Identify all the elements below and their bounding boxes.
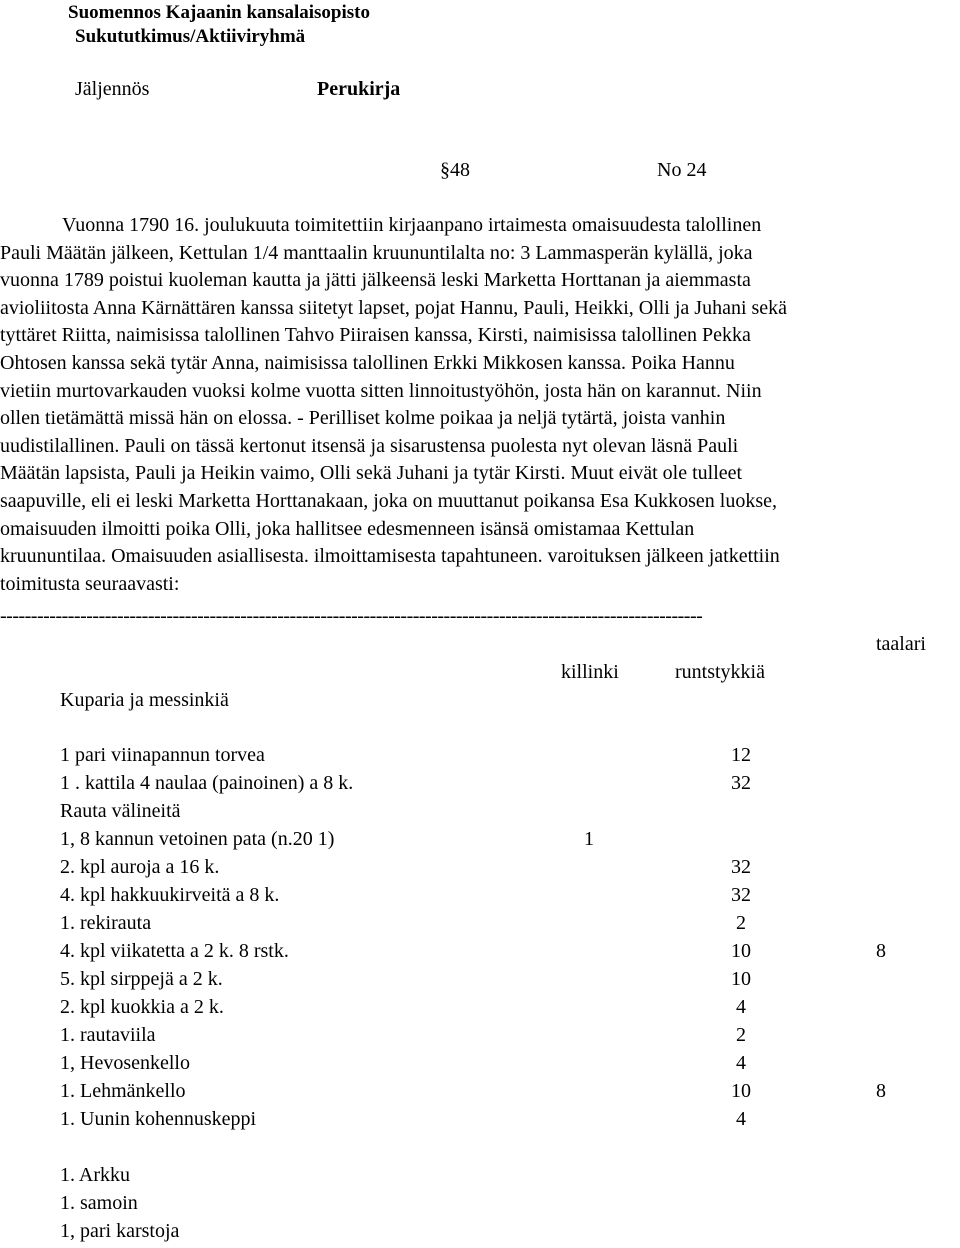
organization-title: Suomennos Kajaanin kansalaisopisto (68, 2, 370, 23)
table-row (0, 996, 960, 1024)
item-name: 4. kpl hakkuukirveitä a 8 k. (60, 884, 280, 906)
runtstykkia-value: 32 (731, 772, 751, 794)
body-line: vuonna 1789 poistui kuoleman kautta ja jätti jälkeensä leski Marketta Horttanan ja aiemmasta (0, 269, 751, 292)
body-line: Määtän lapsista, Pauli ja Heikin vaimo, Olli sekä Juhani ja tytär Kirsti. Muut eivät ole tulleet (0, 462, 743, 485)
table-row (0, 1024, 960, 1052)
runtstykkia-value: 2 (736, 912, 746, 934)
table-row (0, 1164, 960, 1192)
body-line: tyttäret Riitta, naimisissa talollinen Tahvo Piiraisen kanssa, Kirsti, naimisissa talollinen Pekka (0, 324, 751, 347)
item-name: 1, Hevosenkello (60, 1052, 190, 1074)
runtstykkia-value: 32 (731, 856, 751, 878)
body-line: omaisuuden ilmoitti poika Olli, joka hallitsee edesmenneen isänsä omistamaa Kettulan (0, 517, 695, 540)
runtstykkia-value: 4 (736, 1052, 746, 1074)
table-row (0, 912, 960, 940)
table-row (0, 772, 960, 800)
body-line: Ohtosen kanssa sekä tytär Anna, naimisissa talollinen Erkki Mikkosen kanssa. Poika Hannu (0, 351, 735, 374)
item-name: 2. kpl auroja a 16 k. (60, 856, 220, 878)
body-line: toimitusta seuraavasti: (0, 572, 180, 595)
column-header-runtstykkia: runtstykkiä (675, 661, 765, 683)
document-number: No 24 (657, 159, 707, 181)
runtstykkia-value: 10 (731, 1080, 751, 1102)
runtstykkia-value: 4 (736, 996, 746, 1018)
item-name: 1. Arkku (60, 1164, 130, 1186)
table-row (0, 828, 960, 856)
section-title: Kuparia ja messinkiä (60, 689, 229, 711)
table-row (0, 1052, 960, 1080)
runtstykkia-value: 10 (731, 940, 751, 962)
copy-label: Jäljennös (75, 78, 150, 100)
body-line: Vuonna 1790 16. joulukuuta toimitettiin kirjaanpano irtaimesta omaisuudesta talollinen (62, 214, 762, 236)
table-row (0, 800, 960, 828)
body-line: vietiin murtovarkauden vuoksi kolme vuotta sitten linnoitustyöhön, josta hän on karannut. Niin (0, 379, 762, 402)
item-name: 1, 8 kannun vetoinen pata (n.20 1) (60, 828, 335, 850)
table-row (0, 968, 960, 996)
table-row (0, 884, 960, 912)
runtstykkia-value: 12 (731, 744, 751, 766)
body-line: ollen tietämättä missä hän on elossa. - Perilliset kolme poikaa ja neljä tytärtä, joista vanhin (0, 407, 726, 430)
item-name: Rauta välineitä (60, 800, 181, 822)
item-name: 1, pari karstoja (60, 1220, 180, 1242)
taalari-value: 8 (876, 940, 886, 962)
item-name: 2. kpl kuokkia a 2 k. (60, 996, 224, 1018)
runtstykkia-value: 32 (731, 884, 751, 906)
section-number: §48 (440, 159, 470, 181)
table-row (0, 856, 960, 884)
item-name: 1. Uunin kohennuskeppi (60, 1108, 257, 1130)
runtstykkia-value: 10 (731, 968, 751, 990)
item-name: 1 pari viinapannun torvea (60, 744, 265, 766)
table-row (0, 1080, 960, 1108)
column-header-taalari: taalari (876, 633, 926, 655)
table-row (0, 1108, 960, 1136)
record-body (0, 212, 960, 598)
runtstykkia-value: 4 (736, 1108, 746, 1130)
taalari-value: 8 (876, 1080, 886, 1102)
body-line: kruununtilaa. Omaisuuden asiallisesta. ilmoittamisesta tapahtuneen. varoituksen jälkeen jatkettiin (0, 545, 780, 568)
item-name: 4. kpl viikatetta a 2 k. 8 rstk. (60, 940, 289, 962)
group-title: Sukututkimus/Aktiiviryhmä (75, 26, 306, 47)
table-row (0, 744, 960, 772)
table-row (0, 940, 960, 968)
runtstykkia-value: 2 (736, 1024, 746, 1046)
document-type: Perukirja (317, 78, 401, 100)
body-line: uudistilallinen. Pauli on tässä kertonut itsensä ja sisarustensa puolesta nyt olevan läsnä Pauli (0, 434, 739, 457)
item-name: 1. Lehmänkello (60, 1080, 186, 1102)
body-line: Pauli Määtän jälkeen, Kettulan 1/4 manttaalin kruununtilalta no: 3 Lammasperän kylällä, joka (0, 241, 753, 264)
table-row (0, 1220, 960, 1248)
item-name: 1 . kattila 4 naulaa (painoinen) a 8 k. (60, 772, 354, 794)
divider-line: ------------------------------------------------------------------------------------------------------------------ (0, 605, 703, 627)
table-row (0, 1192, 960, 1220)
item-name: 5. kpl sirppejä a 2 k. (60, 968, 223, 990)
item-name: 1. rautaviila (60, 1024, 156, 1046)
item-name: 1. rekirauta (60, 912, 152, 934)
column-header-killinki: killinki (561, 661, 619, 683)
body-line: avioliitosta Anna Kärnättären kanssa siitetyt lapset, pojat Hannu, Pauli, Heikki, Olli ja Juhani sekä (0, 296, 788, 319)
body-line: saapuville, eli ei leski Marketta Horttanakaan, joka on muuttanut poikansa Esa Kukkosen luokse, (0, 489, 778, 512)
item-name: 1. samoin (60, 1192, 138, 1214)
killinki-value: 1 (584, 828, 594, 850)
